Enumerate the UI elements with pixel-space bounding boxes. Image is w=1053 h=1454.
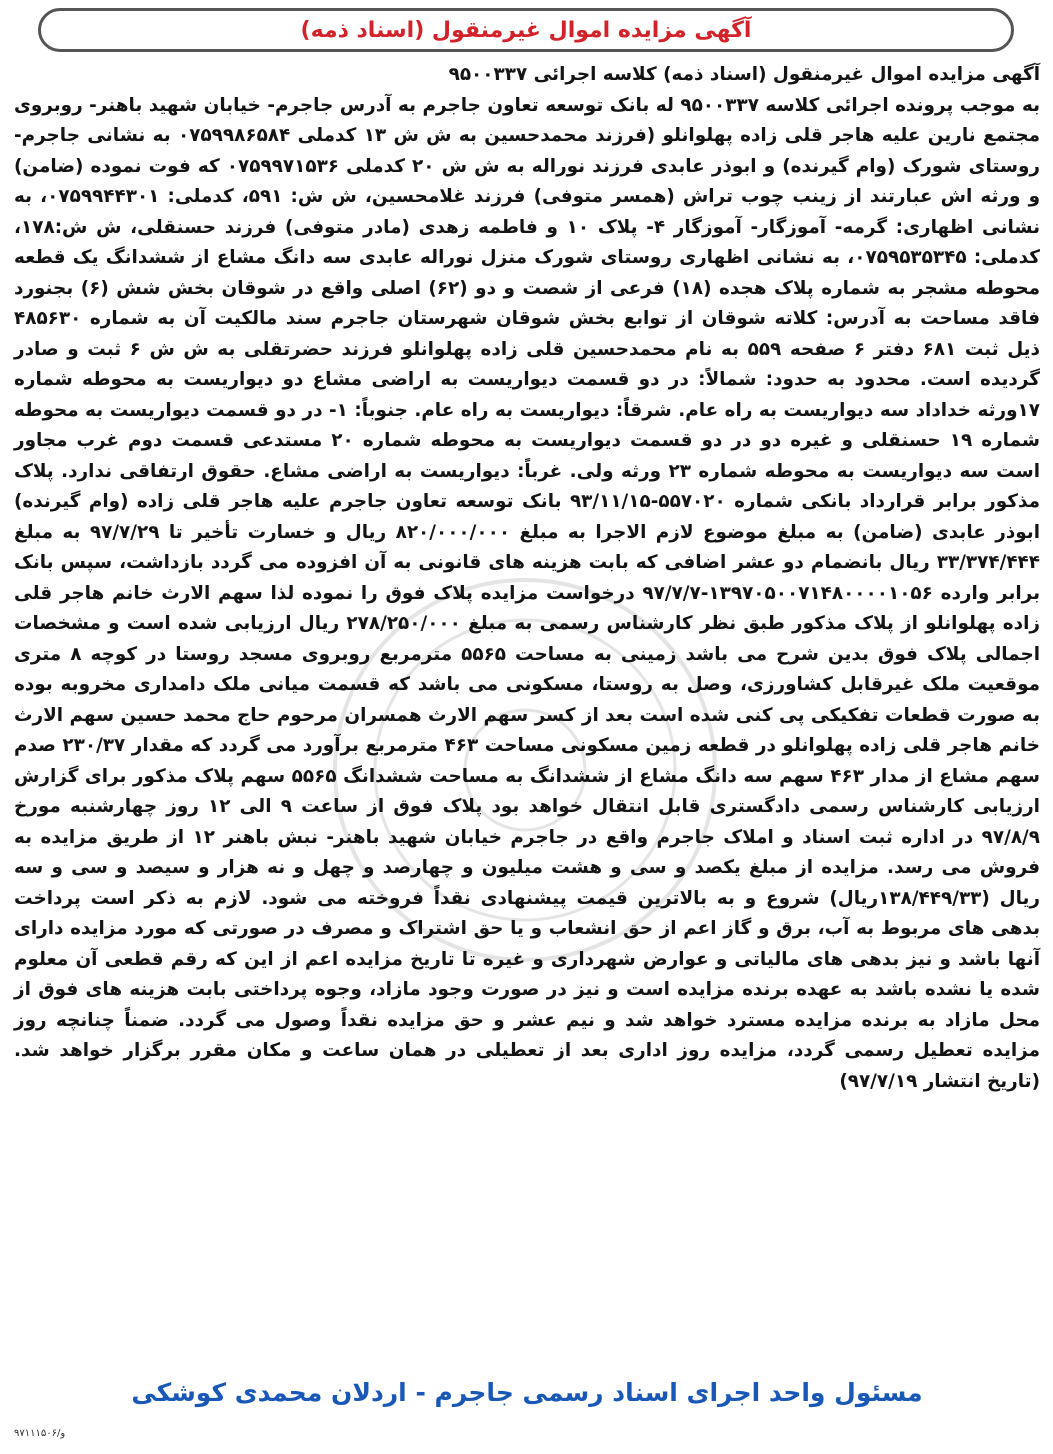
notice-main-text: به موجب پرونده اجرائی کلاسه ۹۵۰۰۳۳۷ له بانک توسعه تعاون جاجرم به آدرس جاجرم- خیابان شهید باهنر- روبروی مجتمع نارین علیه هاجر قلی زاده پهلوانلو (فرزند محمدحسین به ش ش ۱۳ کدملی ۰۷۵۹۹۸۶۵۸۴ به نشانی جاجرم- روستای شورک (وام گیرنده) و ابوذر عابدی فرزند نوراله به ش ش ۲۰ کدملی ۰۷۵۹۹۷۱۵۳۶ که فوت نموده (ضامن) و ورثه اش عبارتند از زینب چوب تراش (همسر متوفی) فرزند غلامحسین، ش ش: ۵۹۱، کدملی: ۰۷۵۹۹۴۴۳۰۱، به نشانی اظهاری: گرمه- آموزگار- آموزگار ۴- پلاک ۱۰ و فاطمه زهدی (مادر متوفی) فرزند حسنقلی، ش ش:۱۷۸، کدملی: ۰۷۵۹۵۳۵۳۴۵، به نشانی اظهاری روستای شورک منزل نوراله عابدی سه دانگ مشاع از ششدانگ یک قطعه محوطه مشجر به شماره پلاک هجده (۱۸) فرعی از شصت و دو (۶۲) اصلی واقع در شوقان بخش شش (۶) بجنورد فاقد مساحت به آدرس: کلاته شوقان از توابع بخش شوقان شهرستان جاجرم سند مالکیت آن به شماره ۴۸۵۶۳۰ ذیل ثبت ۶۸۱ دفتر ۶ صفحه ۵۵۹ به نام محمدحسین قلی زاده پهلوانلو فرزند حضرتقلی به ش ش ۶ ثبت و صادر گردیده است. محدود به حدود: شمالاً: در دو قسمت دیواریست به اراضی مشاع دو دیواریست به محوطه شماره ۱۷ورثه خداداد سه دیواریست به راه عام. شرقاً: دیواریست به راه عام. جنوباً: ۱- در دو قسمت دیواریست به محوطه شماره ۱۹ حسنقلی و غیره دو در دو قسمت دیواریست به محوطه شماره ۲۰ مستدعی قسمت دوم غرب مجاور است سه دیواریست به محوطه شماره ۲۳ ورثه ولی. غرباً: دیواریست به اراضی مشاع. حقوق ارتفاقی ندارد. پلاک مذکور برابر قرارداد بانکی شماره ۵۵۷۰۲۰-۹۳/۱۱/۱۵ بانک توسعه تعاون جاجرم علیه هاجر قلی زاده (وام گیرنده) ابوذر عابدی (ضامن) به مبلغ موضوع لازم الاجرا به مبلغ ۸۲۰/۰۰۰/۰۰۰ ریال و خسارت تأخیر تا ۹۷/۷/۲۹ به مبلغ ۳۳/۳۷۴/۴۴۴ ریال بانضمام دو عشر اضافی که بابت هزینه های قانونی به آن افزوده می گردد بازداشت، سپس بانک برابر وارده ۱۳۹۷۰۵۰۰۷۱۴۸۰۰۰۰۱۰۵۶-۹۷/۷/۷ درخواست مزایده پلاک فوق را نموده لذا سهم الارث خانم هاجر قلی زاده پهلوانلو از پلاک مذکور طبق نظر کارشناس رسمی به مبلغ ۲۷۸/۲۵۰/۰۰۰ ریال ارزیابی شده است و مشخصات اجمالی پلاک فوق بدین شرح می باشد زمینی به مساحت ۵۵۶۵ مترمربع روبروی مسجد روستا در کوچه ۸ متری موقعیت ملک غیرقابل کشاورزی، وصل به روستا، مسکونی می باشد که قسمت میانی ملک دامداری مخروبه بوده به صورت قطعات تفکیکی پی کنی شده است بعد از کسر سهم الارث همسران مرحوم حاج محمد حسین سهم الارث خانم هاجر قلی زاده پهلوانلو در قطعه زمین مسکونی مساحت ۴۶۳ مترمربع برآورد می گردد که مقدار ۲۳۰/۳۷ صدم سهم مشاع از مدار ۴۶۳ سهم سه دانگ مشاع از ششدانگ به مساحت ششدانگ ۵۵۶۵ سهم پلاک مذکور برای گزارش ارزیابی کارشناس رسمی دادگستری قابل انتقال خواهد بود پلاک فوق از ساعت ۹ الی ۱۲ روز چهارشنبه مورخ ۹۷/۸/۹ در اداره ثبت اسناد و املاک جاجرم واقع در جاجرم خیابان شهید باهنر- نبش باهنر ۱۲ از طریق مزایده به فروش می رسد. مزایده از مبلغ یکصد و سی و هشت میلیون و چهارصد و چهل و نه هزار و سیصد و سی و سه ریال (۱۳۸/۴۴۹/۳۳ریال) شروع و به بالاترین قیمت پیشنهادی نقداً فروخته می شود. لازم به ذکر است پرداخت بدهی های مربوط به آب، برق و گاز اعم از حق انشعاب و یا حق اشتراک و مصرف در صورتی که مورد مزایده دارای آنها باشد و نیز بدهی های مالیاتی و عوارض شهرداری و غیره تا تاریخ مزایده اعم از این که رقم قطعی آن معلوم شده یا نشده باشد به عهده برنده مزایده است و نیز در صورت وجود مازاد، وجوه پرداختی بابت هزینه های فوق از محل مازاد به برنده مزایده مسترد خواهد شد و نیم عشر و حق مزایده نقداً وصول می گردد. ضمناً چنانچه روز مزایده تعطیل رسمی گردد، مزایده روز اداری بعد از تعطیلی در همان ساعت و مکان مقرر برگزار خواهد شد. [14,94,1041,1061]
page-title: آگهی مزایده اموال غیرمنقول (اسناد ذمه) [300,17,752,43]
publish-date: (تاریخ انتشار ۹۷/۷/۱۹) [839,1070,1040,1092]
header-banner [38,8,1014,52]
notice-code: ۹۷۱۱۱۵۰۶/و [14,1428,66,1439]
signature-line: مسئول واحد اجرای اسناد رسمی جاجرم - اردلان محمدی کوشکی [131,1378,923,1407]
notice-body [14,60,1040,1097]
notice-paragraph [14,91,1040,1098]
notice-heading-line: آگهی مزایده اموال غیرمنقول (اسناد ذمه) کلاسه اجرائی ۹۵۰۰۳۳۷ [448,64,1040,85]
